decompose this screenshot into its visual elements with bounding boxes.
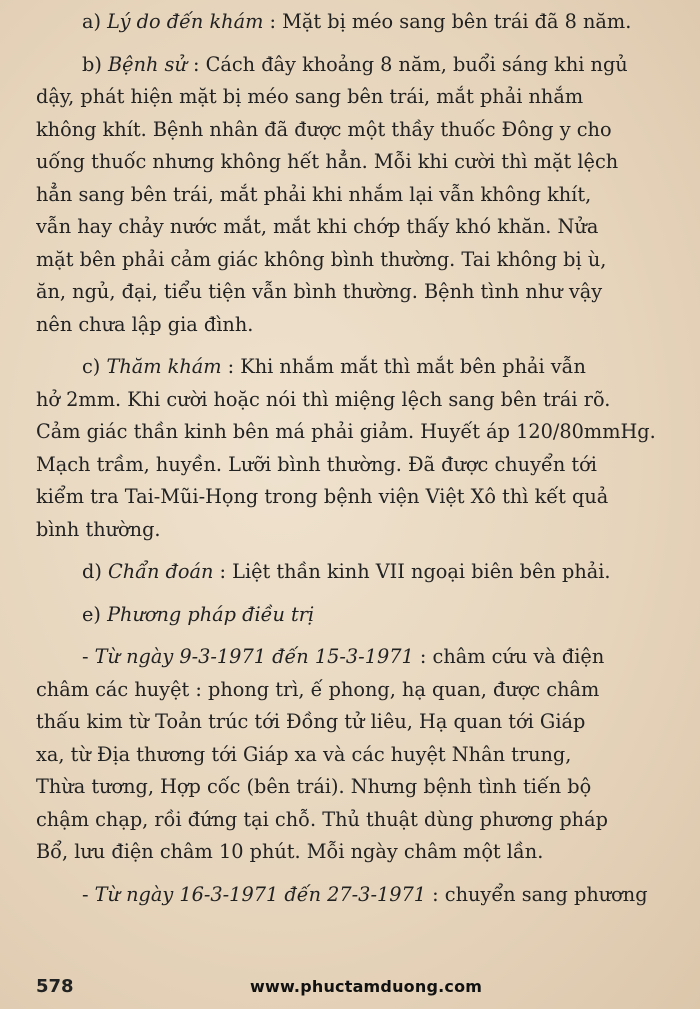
line-treatment-7: Bổ, lưu điện châm 10 phút. Mỗi ngày châm một lần. — [36, 840, 544, 863]
line-history-3: không khít. Bệnh nhân đã được một thầy thuốc Đông y cho — [36, 117, 612, 141]
line-history-5: hẳn sang bên trái, mắt phải khi nhắm lại vẫn không khít, — [36, 182, 592, 206]
page-number: 578 — [36, 976, 74, 997]
line-treatment-1: - Từ ngày 9-3-1971 đến 15-3-1971 : châm cứu và điện — [82, 645, 605, 668]
line-history-1: b) Bệnh sử : Cách đây khoảng 8 năm, buổi sáng khi ngủ — [82, 52, 628, 76]
line-exam-4: Mạch trầm, huyền. Lưỡi bình thường. Đã được chuyển tới — [36, 452, 597, 476]
line-diagnosis: d) Chẩn đoán : Liệt thần kinh VII ngoại biên bên phải. — [82, 560, 611, 583]
line-history-6: vẫn hay chảy nước mắt, mắt khi chớp thấy khó khăn. Nửa — [36, 215, 599, 238]
line-history-4: uống thuốc nhưng không hết hẳn. Mỗi khi cười thì mặt lệch — [36, 150, 619, 173]
line-history-2: dậy, phát hiện mặt bị méo sang bên trái, mắt phải nhắm — [36, 85, 584, 108]
line-treatment-8: - Từ ngày 16-3-1971 đến 27-3-1971 : chuyển sang phương — [82, 882, 648, 906]
line-history-8: ăn, ngủ, đại, tiểu tiện vẫn bình thường. Bệnh tình như vậy — [36, 280, 603, 303]
line-exam-3: Cảm giác thần kinh bên má phải giảm. Huyết áp 120/80mmHg. — [36, 420, 656, 443]
line-exam-2: hở 2mm. Khi cười hoặc nói thì miệng lệch sang bên trái rõ. — [36, 387, 611, 411]
line-history-7: mặt bên phải cảm giác không bình thường. Tai không bị ù, — [36, 247, 607, 271]
line-reason: a) Lý do đến khám : Mặt bị méo sang bên trái đã 8 năm. — [82, 10, 632, 33]
line-treatment-heading: e) Phương pháp điều trị — [82, 602, 315, 626]
page-body-text — [36, 6, 686, 911]
line-exam-1: c) Thăm khám : Khi nhắm mắt thì mắt bên phải vẫn — [82, 355, 586, 378]
line-treatment-5: Thừa tương, Hợp cốc (bên trái). Nhưng bệnh tình tiến bộ — [36, 775, 592, 798]
page-footer — [0, 974, 700, 1004]
website-watermark: www.phuctamduong.com — [250, 977, 483, 996]
line-exam-6: bình thường. — [36, 517, 161, 541]
line-treatment-6: chậm chạp, rồi đứng tại chỗ. Thủ thuật dùng phương pháp — [36, 807, 608, 831]
line-treatment-2: châm các huyệt : phong trì, ế phong, hạ quan, được châm — [36, 677, 600, 701]
line-treatment-3: thấu kim từ Toản trúc tới Đồng tử liêu, Hạ quan tới Giáp — [36, 710, 586, 733]
line-treatment-4: xa, từ Địa thương tới Giáp xa và các huyệt Nhân trung, — [36, 742, 572, 766]
line-exam-5: kiểm tra Tai-Mũi-Họng trong bệnh viện Việt Xô thì kết quả — [36, 485, 609, 508]
line-history-9: nên chưa lập gia đình. — [36, 312, 254, 336]
